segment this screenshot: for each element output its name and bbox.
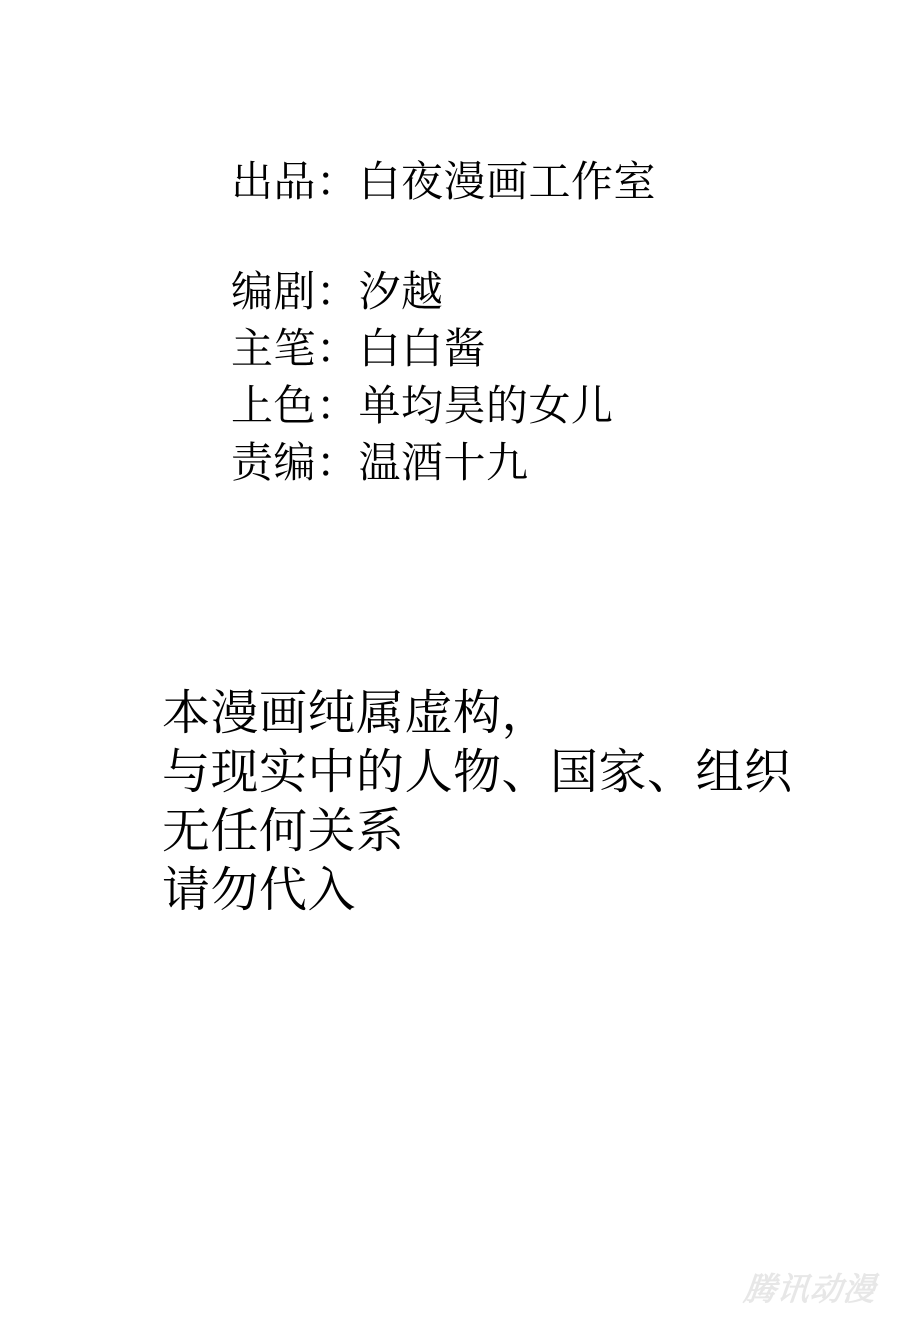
- credit-line-screenwriter: 编剧：汐越: [231, 268, 444, 315]
- disclaimer-block: [162, 684, 793, 920]
- credit-line-lead-artist: 主笔：白白酱: [231, 325, 487, 372]
- credits-block: [231, 263, 614, 491]
- credit-line-colorist: 上色：单均昊的女儿: [231, 382, 614, 429]
- credit-line-editor: 责编：温酒十九: [231, 439, 529, 486]
- tencent-comics-watermark: 腾讯动漫: [742, 1271, 878, 1307]
- production-credit-line: 出品：白夜漫画工作室: [231, 158, 657, 205]
- disclaimer-line-4: 请勿代入: [162, 864, 357, 917]
- disclaimer-line-3: 无任何关系: [162, 805, 405, 858]
- disclaimer-line-2: 与现实中的人物、国家、组织: [162, 746, 793, 799]
- disclaimer-line-1: 本漫画纯属虚构，: [162, 687, 551, 740]
